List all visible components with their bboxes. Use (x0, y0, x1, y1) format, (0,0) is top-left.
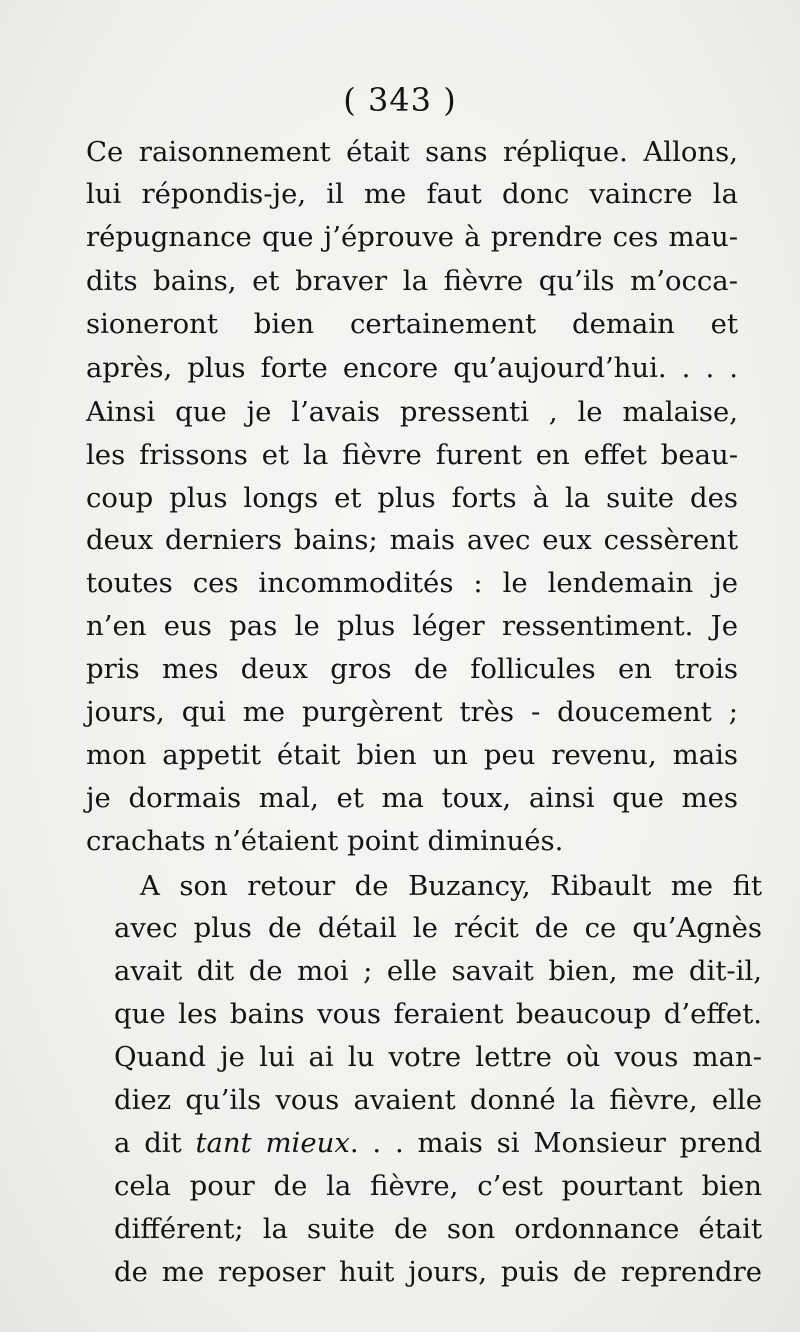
text-line-24-start: a dit (114, 1127, 196, 1159)
page-number: ( 343 ) (343, 81, 457, 119)
text-line-5: sioneront bien certainement demain et (86, 308, 738, 340)
text-line-8: les frissons et la fièvre furent en effet beau- (86, 439, 738, 471)
text-line-13: pris mes deux gros de follicules en trois (86, 653, 738, 685)
text-line-12: n’en eus pas le plus léger ressentiment. Je (86, 610, 738, 642)
text-line-4: dits bains, et braver la fièvre qu’ils m’occa- (86, 265, 738, 297)
text-line-18: A son retour de Buzancy, Ribault me fit (140, 870, 762, 902)
text-line-23: diez qu’ils vous avaient donné la fièvre, elle (114, 1084, 762, 1116)
text-line-14: jours, qui me purgèrent très - doucement ; (86, 696, 738, 728)
text-line-19: avec plus de détail le récit de ce qu’Agnès (114, 912, 762, 944)
text-line-15: mon appetit était bien un peu revenu, mais (86, 739, 738, 771)
text-line-22: Quand je lui ai lu votre lettre où vous man- (114, 1041, 762, 1073)
text-line-9: coup plus longs et plus forts à la suite des (86, 482, 738, 514)
text-line-24-end: . . . mais si Monsieur prend (349, 1127, 763, 1159)
text-line-6: après, plus forte encore qu’aujourd’hui. . . . (86, 352, 738, 384)
text-line-7: Ainsi que je l’avais pressenti , le malaise, (86, 396, 738, 428)
text-line-21: que les bains vous feraient beaucoup d’effet. (114, 998, 762, 1030)
italic-phrase: tant mieux (195, 1127, 350, 1159)
text-line-25: cela pour de la fièvre, c’est pourtant bien (114, 1170, 762, 1202)
text-line-24 (114, 1119, 762, 1167)
text-line-26: différent; la suite de son ordonnance était (114, 1213, 762, 1245)
text-line-20: avait dit de moi ; elle savait bien, me dit-il, (114, 955, 762, 987)
text-line-1: Ce raisonnement était sans réplique. Allons, (86, 136, 738, 168)
text-line-2: lui répondis-je, il me faut donc vaincre la (86, 178, 738, 210)
text-line-3: répugnance que j’éprouve à prendre ces mau- (86, 221, 738, 253)
text-line-11: toutes ces incommodités : le lendemain je (86, 567, 738, 599)
text-line-16: je dormais mal, et ma toux, ainsi que mes (86, 782, 738, 814)
text-line-17: crachats n’étaient point diminués. (86, 825, 564, 857)
text-line-10: deux derniers bains; mais avec eux cessèrent (86, 524, 738, 556)
text-line-27: de me reposer huit jours, puis de reprendre (114, 1256, 762, 1288)
